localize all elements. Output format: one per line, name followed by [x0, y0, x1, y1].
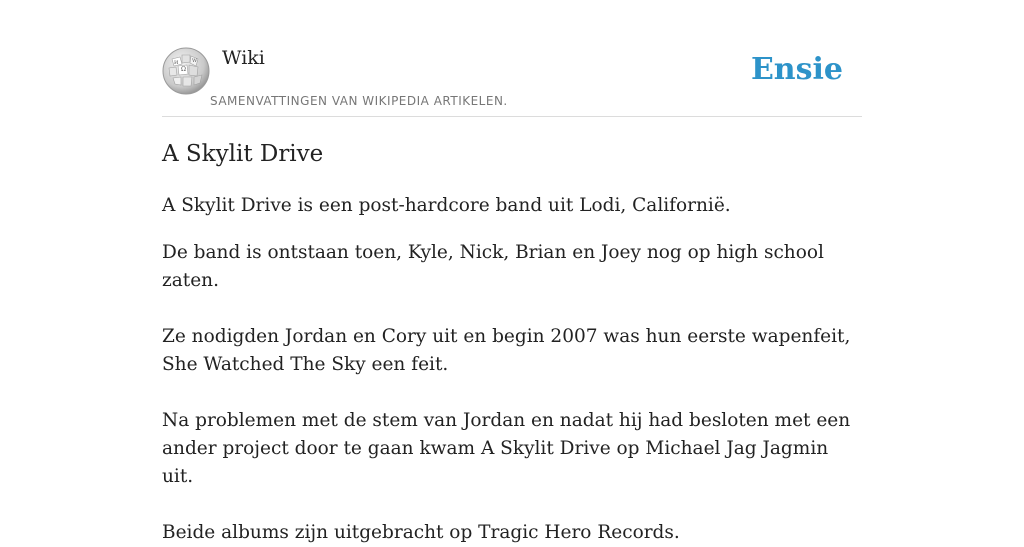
svg-text:W: W — [192, 58, 198, 64]
brand-logo-link[interactable]: Ensie — [750, 52, 843, 87]
article-lead: A Skylit Drive is een post-hardcore band uit Lodi, Californië. — [162, 195, 731, 216]
article-title: A Skylit Drive — [162, 141, 324, 167]
article-paragraph: Beide albums zijn uitgebracht op Tragic Hero Records. — [162, 522, 680, 543]
site-tagline: SAMENVATTINGEN VAN WIKIPEDIA ARTIKELEN. — [210, 94, 508, 108]
article-paragraph: Na problemen met de stem van Jordan en nadat hij had besloten met een ander project door te gaan kwam A Skylit Drive op Michael Jag Jagmin uit. — [162, 410, 851, 487]
article-content — [162, 138, 862, 547]
article-paragraph: Ze nodigden Jordan en Cory uit en begin 2007 was hun eerste wapenfeit, She Watched The Sky een feit. — [162, 326, 851, 375]
site-name[interactable]: Wiki — [222, 47, 265, 69]
site-header — [162, 0, 862, 117]
wikipedia-globe-icon[interactable] — [162, 47, 210, 95]
article-paragraph: De band is ontstaan toen, Kyle, Nick, Brian en Joey nog op high school zaten. — [162, 242, 824, 291]
svg-text:И: И — [174, 60, 179, 66]
svg-text:Ω: Ω — [181, 66, 186, 73]
